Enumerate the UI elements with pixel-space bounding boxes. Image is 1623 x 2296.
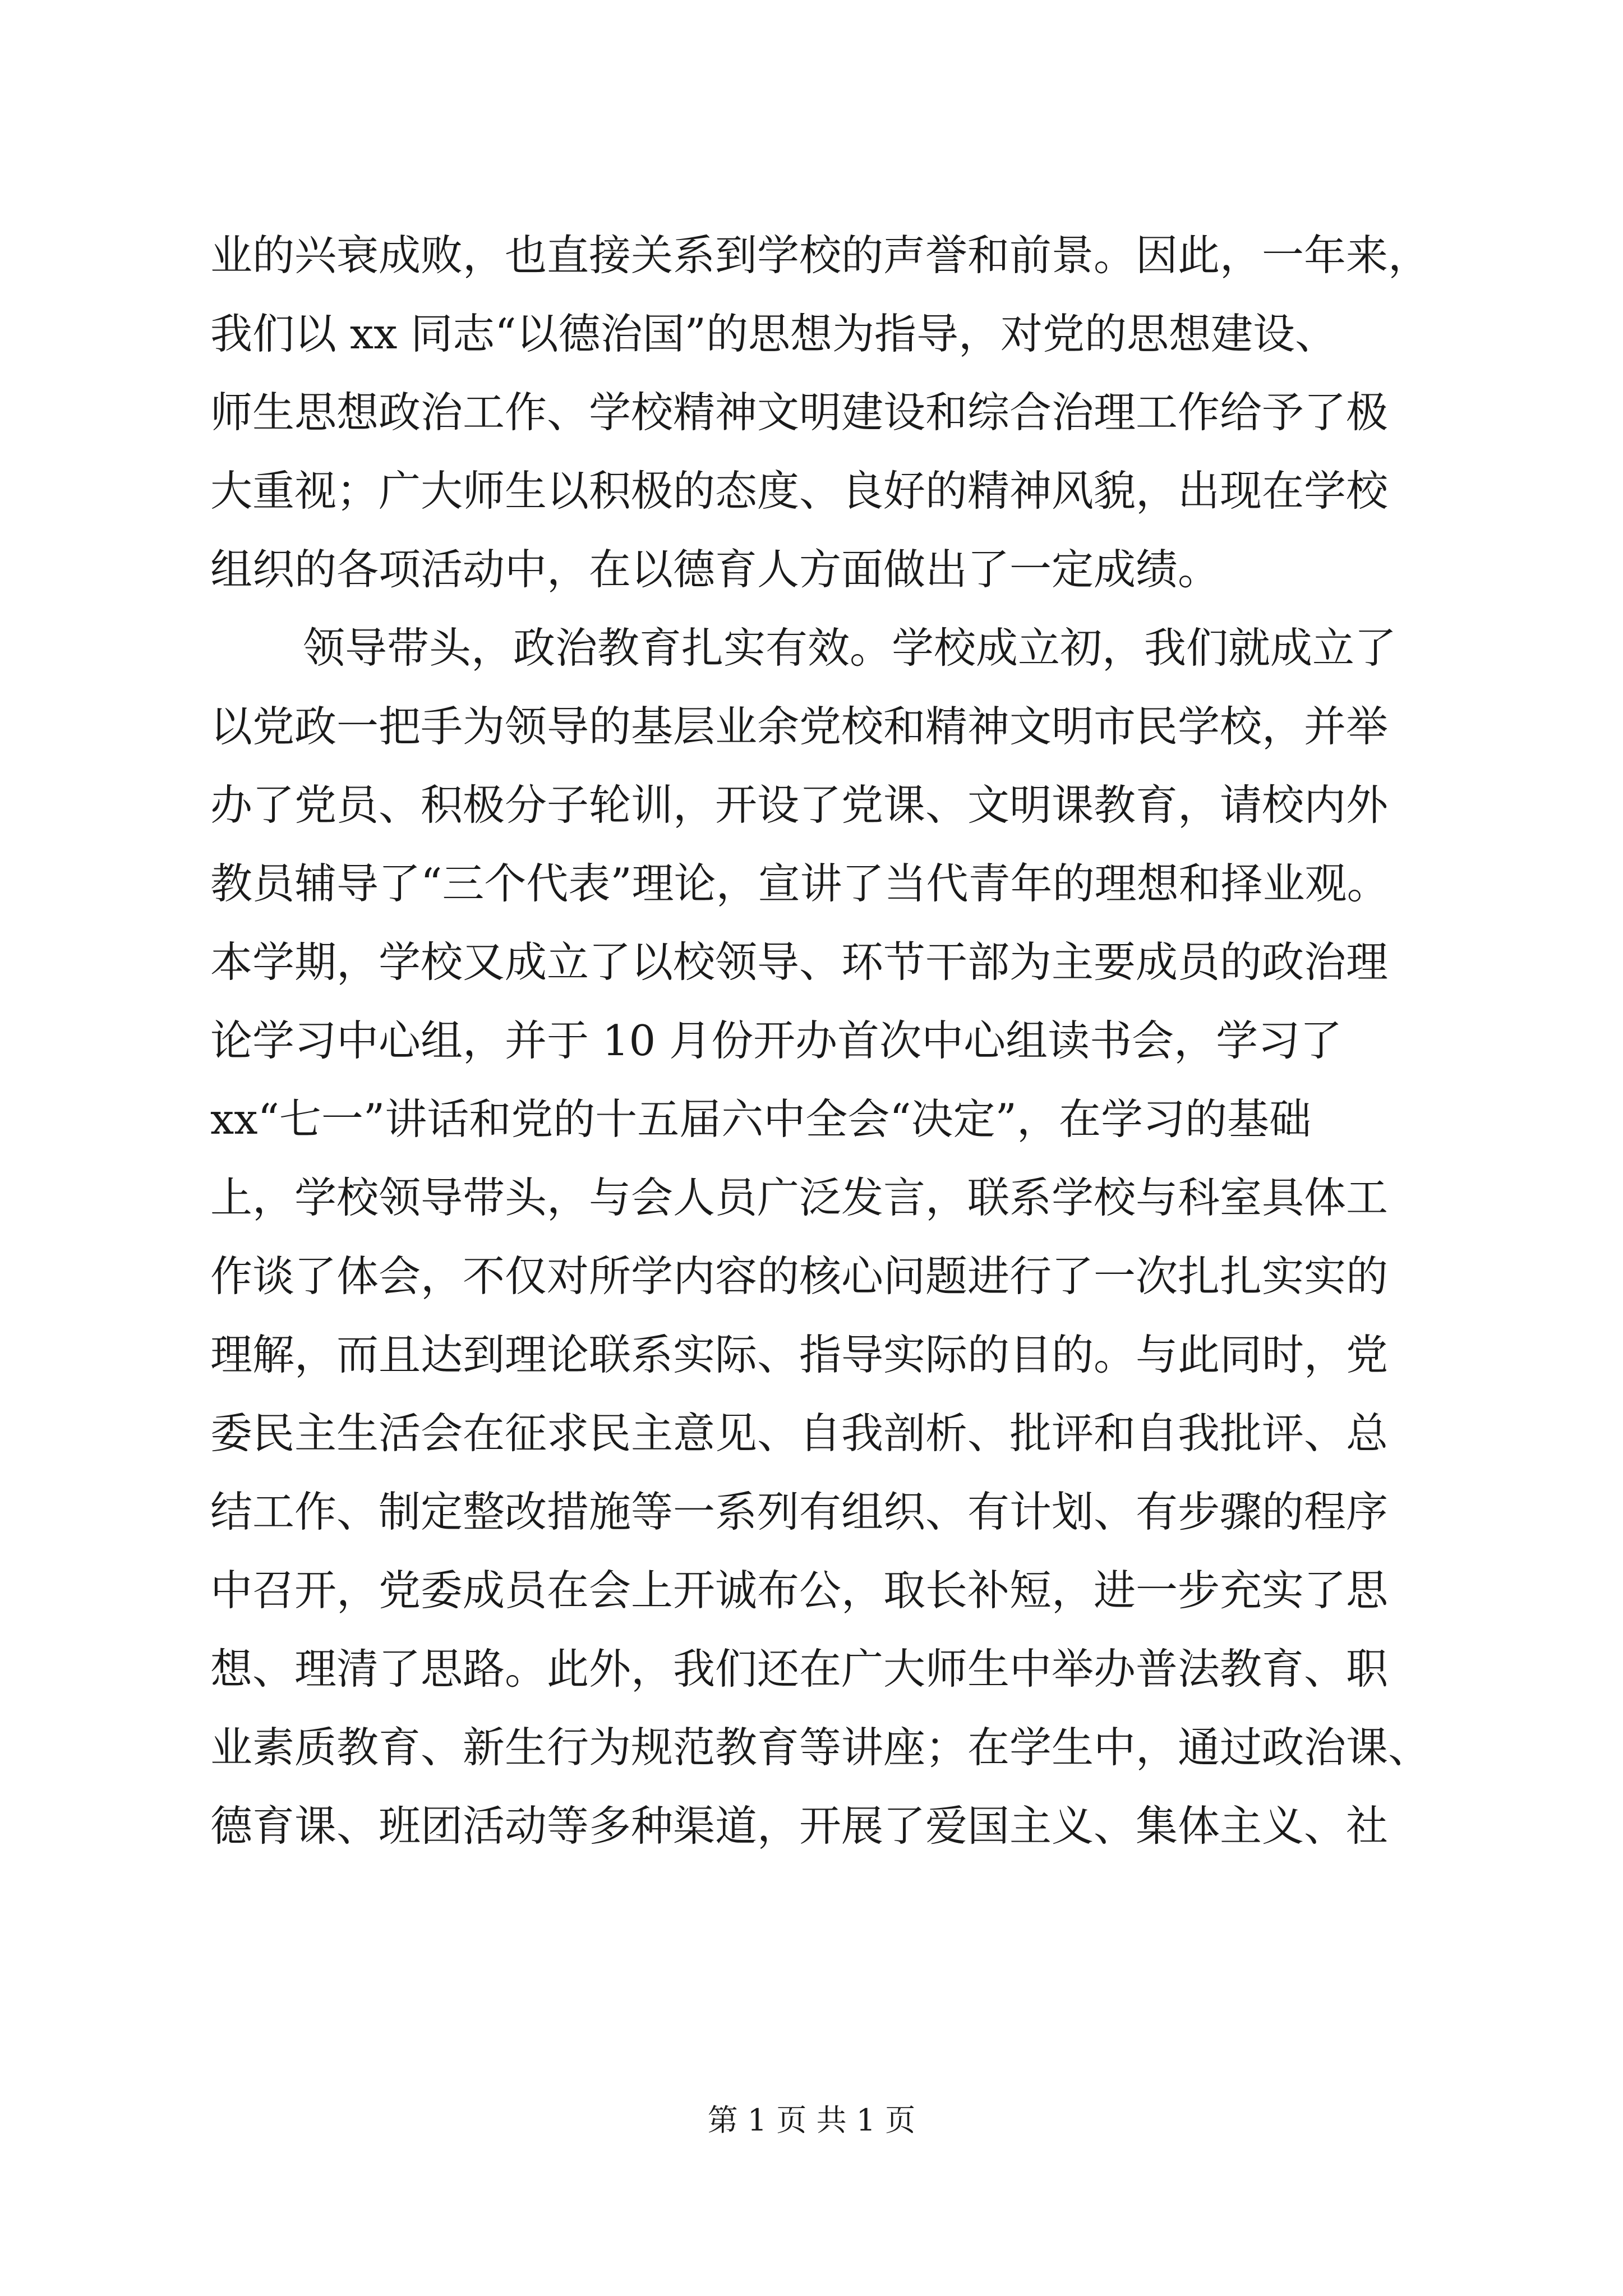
text-line	[0, 1237, 1623, 1315]
line-text: 上，学校领导带头，与会人员广泛发言，联系学校与科室具体工	[210, 1173, 1389, 1222]
text-line	[0, 1630, 1623, 1708]
line-text: 办了党员、积极分子轮训，开设了党课、文明课教育，请校内外	[210, 780, 1389, 830]
text-line	[0, 1158, 1623, 1237]
text-line	[0, 1551, 1623, 1630]
text-line	[0, 1080, 1623, 1158]
text-line	[0, 766, 1623, 844]
line-text: 业的兴衰成败，也直接关系到学校的声誉和前景。因此，一年来，	[210, 231, 1431, 280]
text-line	[0, 1473, 1623, 1551]
line-text: 委民主生活会在征求民主意见、自我剖析、批评和自我批评、总	[210, 1409, 1389, 1458]
line-text: 教员辅导了“三个代表”理论，宣讲了当代青年的理想和择业观。	[210, 859, 1389, 908]
line-text: 大重视；广大师生以积极的态度、良好的精神风貌，出现在学校	[210, 466, 1389, 516]
line-text: 我们以 xx 同志“以德治国”的思想为指导，对党的思想建设、	[210, 309, 1337, 358]
text-line	[0, 923, 1623, 1001]
text-line	[0, 295, 1623, 373]
line-text: 领导带头，政治教育扎实有效。学校成立初，我们就成立了	[303, 623, 1397, 673]
text-line	[0, 687, 1623, 766]
text-line	[0, 1394, 1623, 1473]
page-footer	[0, 2098, 1623, 2143]
line-text: 作谈了体会，不仅对所学内容的核心问题进行了一次扎扎实实的	[210, 1251, 1389, 1301]
text-line	[0, 844, 1623, 923]
line-text: 想、理清了思路。此外，我们还在广大师生中举办普法教育、职	[210, 1644, 1389, 1694]
text-line	[0, 1315, 1623, 1394]
text-line	[0, 609, 1623, 687]
line-text: 本学期，学校又成立了以校领导、环节干部为主要成员的政治理	[210, 937, 1389, 987]
line-text: 师生思想政治工作、学校精神文明建设和综合治理工作给予了极	[210, 388, 1389, 437]
text-line	[0, 1001, 1623, 1080]
text-line	[0, 530, 1623, 609]
text-line	[0, 1787, 1623, 1865]
line-text: 中召开，党委成员在会上开诚布公，取长补短，进一步充实了思	[210, 1566, 1389, 1615]
line-text: 业素质教育、新生行为规范教育等讲座；在学生中，通过政治课、	[210, 1723, 1431, 1772]
line-text: 结工作、制定整改措施等一系列有组织、有计划、有步骤的程序	[210, 1487, 1389, 1536]
text-line	[0, 1708, 1623, 1787]
line-text: 理解，而且达到理论联系实际、指导实际的目的。与此同时，党	[210, 1330, 1389, 1379]
text-line	[0, 373, 1623, 452]
line-text: 组织的各项活动中，在以德育人方面做出了一定成绩。	[210, 545, 1220, 594]
line-text: 以党政一把手为领导的基层业余党校和精神文明市民学校，并举	[210, 702, 1389, 751]
line-text: 德育课、班团活动等多种渠道，开展了爱国主义、集体主义、社	[210, 1801, 1389, 1851]
line-text: 论学习中心组，并于 10 月份开办首次中心组读书会，学习了	[210, 1016, 1343, 1065]
text-line	[0, 452, 1623, 530]
text-line	[0, 216, 1623, 295]
page-number-label: 第 1 页 共 1 页	[707, 2102, 916, 2138]
line-text: xx“七一”讲话和党的十五届六中全会“决定”，在学习的基础	[210, 1094, 1311, 1144]
